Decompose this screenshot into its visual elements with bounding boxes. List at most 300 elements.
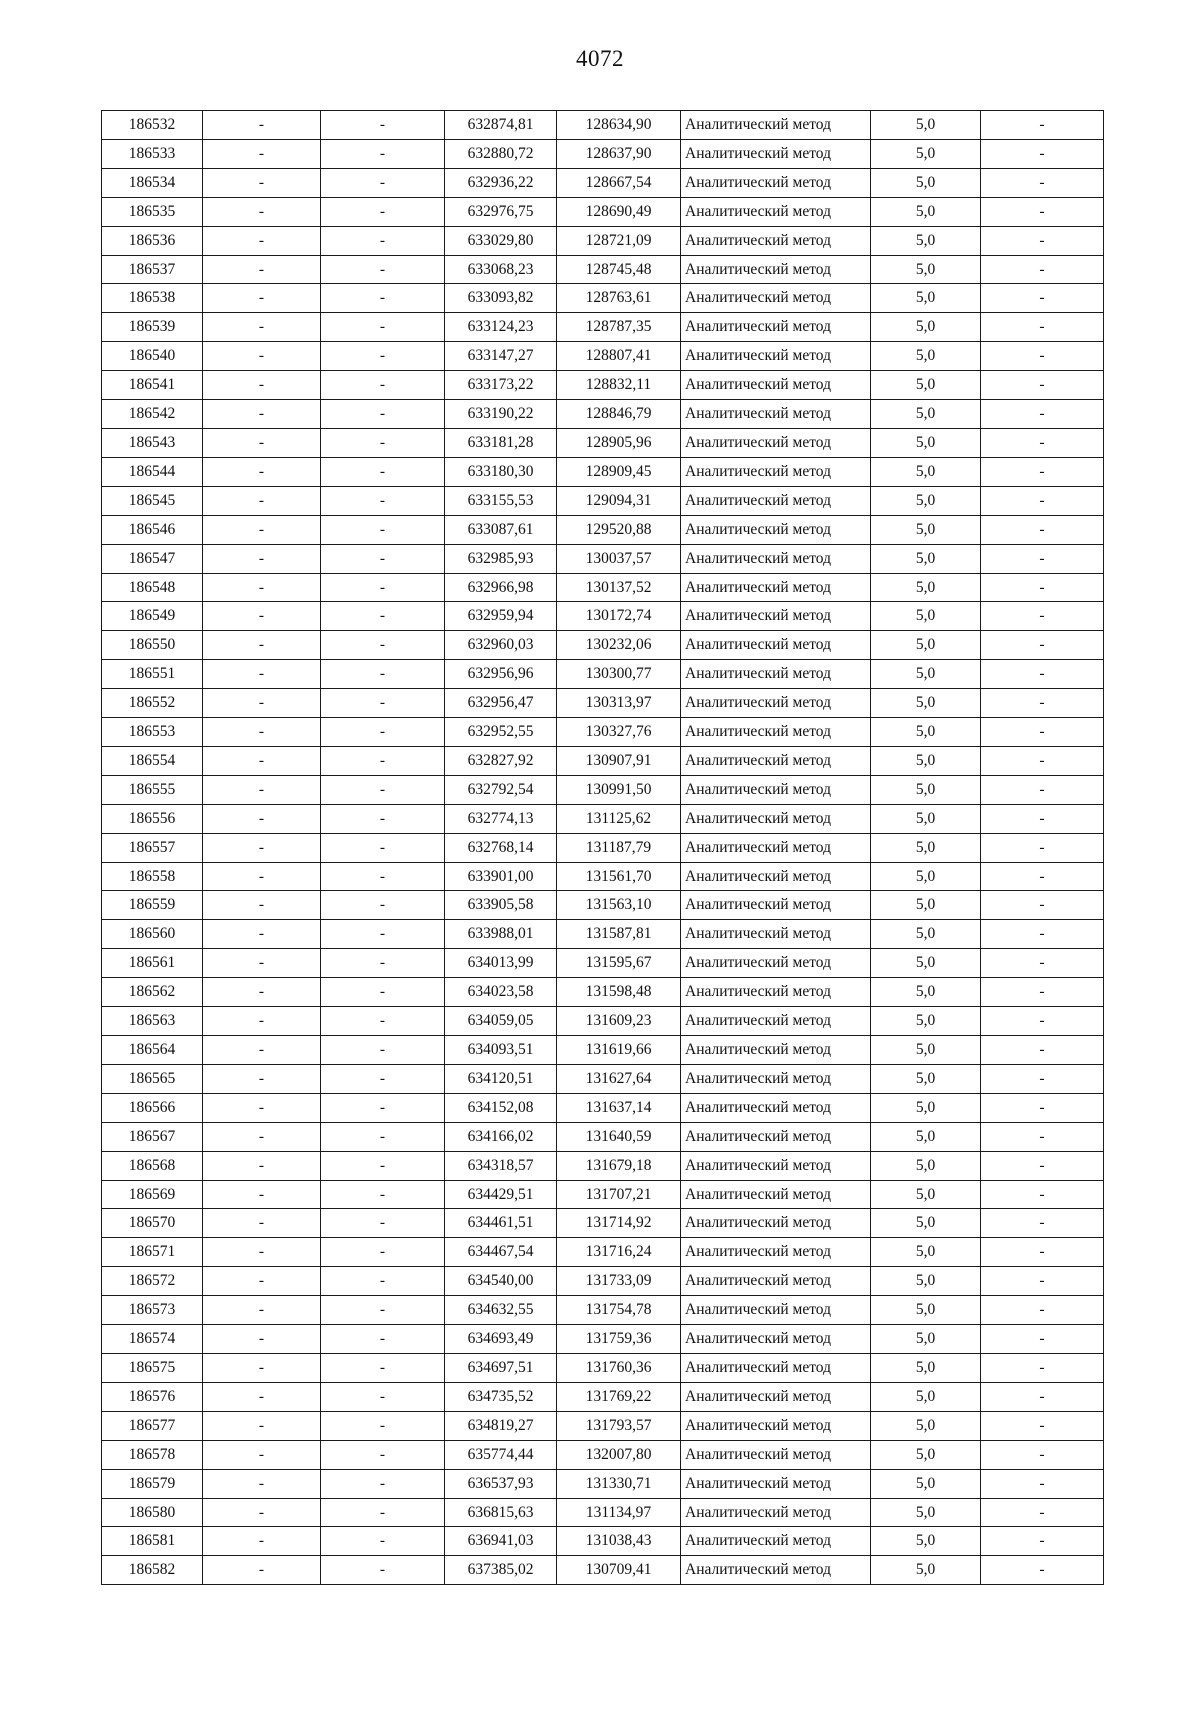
point-id-cell: 186559	[102, 891, 203, 920]
empty-cell: -	[981, 602, 1104, 631]
point-id-cell: 186581	[102, 1527, 203, 1556]
accuracy-cell: 5,0	[871, 746, 981, 775]
accuracy-cell: 5,0	[871, 573, 981, 602]
empty-cell: -	[981, 1036, 1104, 1065]
y-coordinate-cell: 131330,71	[557, 1469, 681, 1498]
accuracy-cell: 5,0	[871, 197, 981, 226]
x-coordinate-cell: 635774,44	[445, 1440, 557, 1469]
table-row	[102, 1209, 1104, 1238]
empty-cell: -	[981, 573, 1104, 602]
empty-cell: -	[321, 891, 445, 920]
y-coordinate-cell: 131679,18	[557, 1151, 681, 1180]
accuracy-cell: 5,0	[871, 313, 981, 342]
empty-cell: -	[321, 1353, 445, 1382]
empty-cell: -	[321, 660, 445, 689]
empty-cell: -	[203, 544, 321, 573]
y-coordinate-cell: 128721,09	[557, 226, 681, 255]
point-id-cell: 186579	[102, 1469, 203, 1498]
empty-cell: -	[203, 1064, 321, 1093]
table-row	[102, 400, 1104, 429]
y-coordinate-cell: 128905,96	[557, 428, 681, 457]
method-cell: Аналитический метод	[681, 804, 871, 833]
method-cell: Аналитический метод	[681, 833, 871, 862]
empty-cell: -	[203, 746, 321, 775]
x-coordinate-cell: 632952,55	[445, 718, 557, 747]
point-id-cell: 186575	[102, 1353, 203, 1382]
point-id-cell: 186538	[102, 284, 203, 313]
point-id-cell: 186564	[102, 1036, 203, 1065]
y-coordinate-cell: 129094,31	[557, 486, 681, 515]
x-coordinate-cell: 632827,92	[445, 746, 557, 775]
table-row	[102, 1238, 1104, 1267]
table-row	[102, 1093, 1104, 1122]
empty-cell: -	[321, 255, 445, 284]
empty-cell: -	[981, 486, 1104, 515]
point-id-cell: 186566	[102, 1093, 203, 1122]
empty-cell: -	[203, 1411, 321, 1440]
y-coordinate-cell: 131733,09	[557, 1267, 681, 1296]
empty-cell: -	[981, 168, 1104, 197]
accuracy-cell: 5,0	[871, 631, 981, 660]
empty-cell: -	[321, 457, 445, 486]
point-id-cell: 186573	[102, 1296, 203, 1325]
method-cell: Аналитический метод	[681, 457, 871, 486]
accuracy-cell: 5,0	[871, 139, 981, 168]
table-row	[102, 602, 1104, 631]
x-coordinate-cell: 632956,96	[445, 660, 557, 689]
empty-cell: -	[203, 573, 321, 602]
empty-cell: -	[203, 660, 321, 689]
method-cell: Аналитический метод	[681, 775, 871, 804]
x-coordinate-cell: 634120,51	[445, 1064, 557, 1093]
empty-cell: -	[981, 1209, 1104, 1238]
point-id-cell: 186547	[102, 544, 203, 573]
table-row	[102, 1527, 1104, 1556]
method-cell: Аналитический метод	[681, 1238, 871, 1267]
table-row	[102, 1122, 1104, 1151]
table-row	[102, 1469, 1104, 1498]
empty-cell: -	[203, 486, 321, 515]
point-id-cell: 186582	[102, 1556, 203, 1585]
empty-cell: -	[981, 1007, 1104, 1036]
accuracy-cell: 5,0	[871, 1296, 981, 1325]
y-coordinate-cell: 130232,06	[557, 631, 681, 660]
empty-cell: -	[203, 226, 321, 255]
empty-cell: -	[321, 1296, 445, 1325]
table-row	[102, 1180, 1104, 1209]
empty-cell: -	[203, 111, 321, 140]
empty-cell: -	[321, 400, 445, 429]
accuracy-cell: 5,0	[871, 1267, 981, 1296]
point-id-cell: 186567	[102, 1122, 203, 1151]
y-coordinate-cell: 131609,23	[557, 1007, 681, 1036]
x-coordinate-cell: 633124,23	[445, 313, 557, 342]
x-coordinate-cell: 632874,81	[445, 111, 557, 140]
table-row	[102, 978, 1104, 1007]
method-cell: Аналитический метод	[681, 168, 871, 197]
x-coordinate-cell: 634467,54	[445, 1238, 557, 1267]
table-row	[102, 168, 1104, 197]
method-cell: Аналитический метод	[681, 949, 871, 978]
x-coordinate-cell: 632792,54	[445, 775, 557, 804]
empty-cell: -	[981, 226, 1104, 255]
empty-cell: -	[203, 1440, 321, 1469]
point-id-cell: 186563	[102, 1007, 203, 1036]
empty-cell: -	[203, 1556, 321, 1585]
point-id-cell: 186549	[102, 602, 203, 631]
y-coordinate-cell: 128832,11	[557, 371, 681, 400]
accuracy-cell: 5,0	[871, 1325, 981, 1354]
x-coordinate-cell: 632880,72	[445, 139, 557, 168]
accuracy-cell: 5,0	[871, 775, 981, 804]
empty-cell: -	[321, 1498, 445, 1527]
y-coordinate-cell: 131716,24	[557, 1238, 681, 1267]
empty-cell: -	[321, 1064, 445, 1093]
empty-cell: -	[981, 631, 1104, 660]
y-coordinate-cell: 131707,21	[557, 1180, 681, 1209]
point-id-cell: 186540	[102, 342, 203, 371]
empty-cell: -	[321, 1382, 445, 1411]
empty-cell: -	[203, 689, 321, 718]
empty-cell: -	[321, 1267, 445, 1296]
method-cell: Аналитический метод	[681, 746, 871, 775]
method-cell: Аналитический метод	[681, 920, 871, 949]
y-coordinate-cell: 128763,61	[557, 284, 681, 313]
table-row	[102, 718, 1104, 747]
table-row	[102, 1353, 1104, 1382]
empty-cell: -	[321, 197, 445, 226]
x-coordinate-cell: 632960,03	[445, 631, 557, 660]
point-id-cell: 186534	[102, 168, 203, 197]
y-coordinate-cell: 128807,41	[557, 342, 681, 371]
x-coordinate-cell: 632959,94	[445, 602, 557, 631]
empty-cell: -	[981, 978, 1104, 1007]
point-id-cell: 186545	[102, 486, 203, 515]
accuracy-cell: 5,0	[871, 804, 981, 833]
method-cell: Аналитический метод	[681, 660, 871, 689]
empty-cell: -	[981, 1353, 1104, 1382]
empty-cell: -	[321, 746, 445, 775]
method-cell: Аналитический метод	[681, 486, 871, 515]
method-cell: Аналитический метод	[681, 1036, 871, 1065]
empty-cell: -	[203, 515, 321, 544]
method-cell: Аналитический метод	[681, 1296, 871, 1325]
accuracy-cell: 5,0	[871, 949, 981, 978]
empty-cell: -	[203, 978, 321, 1007]
empty-cell: -	[321, 313, 445, 342]
empty-cell: -	[321, 1093, 445, 1122]
empty-cell: -	[321, 804, 445, 833]
empty-cell: -	[203, 949, 321, 978]
table-row	[102, 1440, 1104, 1469]
accuracy-cell: 5,0	[871, 1007, 981, 1036]
x-coordinate-cell: 634152,08	[445, 1093, 557, 1122]
point-id-cell: 186544	[102, 457, 203, 486]
method-cell: Аналитический метод	[681, 573, 871, 602]
y-coordinate-cell: 131587,81	[557, 920, 681, 949]
empty-cell: -	[203, 139, 321, 168]
y-coordinate-cell: 130037,57	[557, 544, 681, 573]
empty-cell: -	[981, 457, 1104, 486]
accuracy-cell: 5,0	[871, 602, 981, 631]
empty-cell: -	[203, 428, 321, 457]
table-row	[102, 342, 1104, 371]
empty-cell: -	[203, 1180, 321, 1209]
accuracy-cell: 5,0	[871, 1093, 981, 1122]
point-id-cell: 186551	[102, 660, 203, 689]
empty-cell: -	[321, 168, 445, 197]
y-coordinate-cell: 128637,90	[557, 139, 681, 168]
x-coordinate-cell: 634735,52	[445, 1382, 557, 1411]
empty-cell: -	[321, 1007, 445, 1036]
point-id-cell: 186561	[102, 949, 203, 978]
empty-cell: -	[981, 284, 1104, 313]
empty-cell: -	[321, 139, 445, 168]
empty-cell: -	[981, 515, 1104, 544]
accuracy-cell: 5,0	[871, 689, 981, 718]
empty-cell: -	[321, 833, 445, 862]
method-cell: Аналитический метод	[681, 1469, 871, 1498]
table-row	[102, 1151, 1104, 1180]
empty-cell: -	[981, 139, 1104, 168]
accuracy-cell: 5,0	[871, 1498, 981, 1527]
empty-cell: -	[203, 1151, 321, 1180]
accuracy-cell: 5,0	[871, 660, 981, 689]
x-coordinate-cell: 632936,22	[445, 168, 557, 197]
point-id-cell: 186577	[102, 1411, 203, 1440]
x-coordinate-cell: 636941,03	[445, 1527, 557, 1556]
table-row	[102, 1556, 1104, 1585]
point-id-cell: 186541	[102, 371, 203, 400]
empty-cell: -	[981, 1325, 1104, 1354]
x-coordinate-cell: 634059,05	[445, 1007, 557, 1036]
accuracy-cell: 5,0	[871, 891, 981, 920]
accuracy-cell: 5,0	[871, 255, 981, 284]
empty-cell: -	[203, 284, 321, 313]
empty-cell: -	[203, 631, 321, 660]
empty-cell: -	[321, 978, 445, 1007]
table-row	[102, 1036, 1104, 1065]
empty-cell: -	[981, 371, 1104, 400]
y-coordinate-cell: 130313,97	[557, 689, 681, 718]
x-coordinate-cell: 632966,98	[445, 573, 557, 602]
point-id-cell: 186572	[102, 1267, 203, 1296]
x-coordinate-cell: 634461,51	[445, 1209, 557, 1238]
empty-cell: -	[321, 1036, 445, 1065]
x-coordinate-cell: 633988,01	[445, 920, 557, 949]
empty-cell: -	[981, 1267, 1104, 1296]
y-coordinate-cell: 131598,48	[557, 978, 681, 1007]
method-cell: Аналитический метод	[681, 1209, 871, 1238]
empty-cell: -	[981, 1180, 1104, 1209]
point-id-cell: 186554	[102, 746, 203, 775]
accuracy-cell: 5,0	[871, 1411, 981, 1440]
y-coordinate-cell: 131714,92	[557, 1209, 681, 1238]
x-coordinate-cell: 634693,49	[445, 1325, 557, 1354]
table-row	[102, 515, 1104, 544]
page-number: 4072	[576, 46, 624, 71]
x-coordinate-cell: 634429,51	[445, 1180, 557, 1209]
empty-cell: -	[981, 1093, 1104, 1122]
y-coordinate-cell: 131769,22	[557, 1382, 681, 1411]
empty-cell: -	[203, 1267, 321, 1296]
empty-cell: -	[981, 949, 1104, 978]
empty-cell: -	[203, 1036, 321, 1065]
accuracy-cell: 5,0	[871, 1238, 981, 1267]
point-id-cell: 186542	[102, 400, 203, 429]
accuracy-cell: 5,0	[871, 457, 981, 486]
point-id-cell: 186574	[102, 1325, 203, 1354]
empty-cell: -	[321, 428, 445, 457]
table-row	[102, 660, 1104, 689]
empty-cell: -	[203, 891, 321, 920]
accuracy-cell: 5,0	[871, 1122, 981, 1151]
x-coordinate-cell: 633068,23	[445, 255, 557, 284]
table-row	[102, 746, 1104, 775]
empty-cell: -	[203, 197, 321, 226]
empty-cell: -	[321, 1238, 445, 1267]
method-cell: Аналитический метод	[681, 544, 871, 573]
point-id-cell: 186562	[102, 978, 203, 1007]
table-row	[102, 573, 1104, 602]
accuracy-cell: 5,0	[871, 1469, 981, 1498]
accuracy-cell: 5,0	[871, 342, 981, 371]
y-coordinate-cell: 130991,50	[557, 775, 681, 804]
empty-cell: -	[981, 660, 1104, 689]
accuracy-cell: 5,0	[871, 1064, 981, 1093]
empty-cell: -	[321, 602, 445, 631]
y-coordinate-cell: 130137,52	[557, 573, 681, 602]
empty-cell: -	[321, 1440, 445, 1469]
method-cell: Аналитический метод	[681, 226, 871, 255]
method-cell: Аналитический метод	[681, 1411, 871, 1440]
y-coordinate-cell: 128667,54	[557, 168, 681, 197]
empty-cell: -	[981, 1151, 1104, 1180]
accuracy-cell: 5,0	[871, 862, 981, 891]
table-row	[102, 631, 1104, 660]
empty-cell: -	[321, 1151, 445, 1180]
y-coordinate-cell: 130300,77	[557, 660, 681, 689]
accuracy-cell: 5,0	[871, 978, 981, 1007]
table-row	[102, 486, 1104, 515]
table-row	[102, 862, 1104, 891]
method-cell: Аналитический метод	[681, 255, 871, 284]
y-coordinate-cell: 131038,43	[557, 1527, 681, 1556]
y-coordinate-cell: 131125,62	[557, 804, 681, 833]
table-row	[102, 891, 1104, 920]
empty-cell: -	[981, 718, 1104, 747]
y-coordinate-cell: 131754,78	[557, 1296, 681, 1325]
x-coordinate-cell: 633029,80	[445, 226, 557, 255]
empty-cell: -	[321, 544, 445, 573]
method-cell: Аналитический метод	[681, 1180, 871, 1209]
method-cell: Аналитический метод	[681, 313, 871, 342]
method-cell: Аналитический метод	[681, 139, 871, 168]
y-coordinate-cell: 131187,79	[557, 833, 681, 862]
empty-cell: -	[981, 111, 1104, 140]
method-cell: Аналитический метод	[681, 1325, 871, 1354]
y-coordinate-cell: 131793,57	[557, 1411, 681, 1440]
empty-cell: -	[981, 804, 1104, 833]
accuracy-cell: 5,0	[871, 428, 981, 457]
x-coordinate-cell: 634697,51	[445, 1353, 557, 1382]
empty-cell: -	[203, 1469, 321, 1498]
empty-cell: -	[981, 1498, 1104, 1527]
empty-cell: -	[981, 255, 1104, 284]
point-id-cell: 186552	[102, 689, 203, 718]
method-cell: Аналитический метод	[681, 689, 871, 718]
empty-cell: -	[321, 1209, 445, 1238]
x-coordinate-cell: 633190,22	[445, 400, 557, 429]
accuracy-cell: 5,0	[871, 284, 981, 313]
table-row	[102, 544, 1104, 573]
y-coordinate-cell: 131563,10	[557, 891, 681, 920]
y-coordinate-cell: 131134,97	[557, 1498, 681, 1527]
method-cell: Аналитический метод	[681, 1527, 871, 1556]
x-coordinate-cell: 634318,57	[445, 1151, 557, 1180]
point-id-cell: 186536	[102, 226, 203, 255]
empty-cell: -	[321, 1122, 445, 1151]
empty-cell: -	[203, 1353, 321, 1382]
point-id-cell: 186569	[102, 1180, 203, 1209]
point-id-cell: 186550	[102, 631, 203, 660]
point-id-cell: 186565	[102, 1064, 203, 1093]
empty-cell: -	[321, 718, 445, 747]
empty-cell: -	[203, 1238, 321, 1267]
empty-cell: -	[981, 689, 1104, 718]
empty-cell: -	[981, 1122, 1104, 1151]
method-cell: Аналитический метод	[681, 978, 871, 1007]
accuracy-cell: 5,0	[871, 1556, 981, 1585]
method-cell: Аналитический метод	[681, 631, 871, 660]
table-row	[102, 775, 1104, 804]
method-cell: Аналитический метод	[681, 891, 871, 920]
method-cell: Аналитический метод	[681, 1064, 871, 1093]
method-cell: Аналитический метод	[681, 400, 871, 429]
y-coordinate-cell: 128909,45	[557, 457, 681, 486]
empty-cell: -	[981, 862, 1104, 891]
empty-cell: -	[321, 226, 445, 255]
x-coordinate-cell: 633905,58	[445, 891, 557, 920]
table-row	[102, 371, 1104, 400]
empty-cell: -	[321, 1180, 445, 1209]
empty-cell: -	[321, 1527, 445, 1556]
x-coordinate-cell: 632985,93	[445, 544, 557, 573]
method-cell: Аналитический метод	[681, 1151, 871, 1180]
accuracy-cell: 5,0	[871, 1353, 981, 1382]
empty-cell: -	[321, 284, 445, 313]
coordinates-table	[101, 110, 1104, 1585]
y-coordinate-cell: 131640,59	[557, 1122, 681, 1151]
empty-cell: -	[203, 400, 321, 429]
empty-cell: -	[321, 949, 445, 978]
empty-cell: -	[203, 804, 321, 833]
point-id-cell: 186543	[102, 428, 203, 457]
method-cell: Аналитический метод	[681, 1382, 871, 1411]
y-coordinate-cell: 131627,64	[557, 1064, 681, 1093]
empty-cell: -	[981, 1296, 1104, 1325]
accuracy-cell: 5,0	[871, 515, 981, 544]
empty-cell: -	[981, 833, 1104, 862]
empty-cell: -	[203, 168, 321, 197]
x-coordinate-cell: 633181,28	[445, 428, 557, 457]
table-row	[102, 1498, 1104, 1527]
y-coordinate-cell: 128690,49	[557, 197, 681, 226]
accuracy-cell: 5,0	[871, 400, 981, 429]
table-row	[102, 457, 1104, 486]
empty-cell: -	[203, 775, 321, 804]
table-row	[102, 949, 1104, 978]
